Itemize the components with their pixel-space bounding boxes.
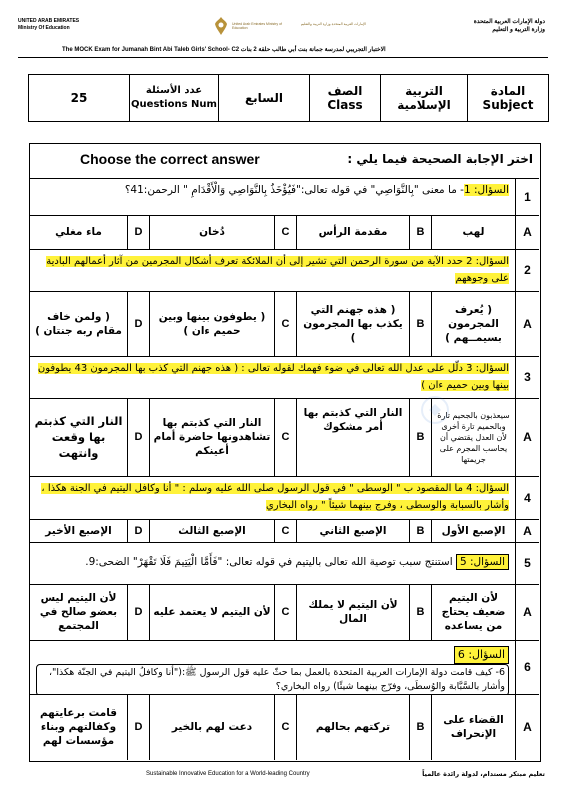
answers-row-4 [30, 519, 539, 543]
option-label-c: C [275, 215, 297, 249]
header-uae-ar: دولة الإمارات العربية المتحدة [473, 19, 545, 25]
option-label-a: A [523, 605, 532, 619]
option-d-1[interactable]: ماء مغلي [30, 215, 128, 249]
option-label-c: C [275, 694, 297, 760]
option-c-1[interactable]: دُخان [150, 215, 275, 249]
question-number-4: 4 [524, 490, 531, 505]
answers-row-3 [30, 398, 539, 477]
exam-info-table [28, 74, 549, 122]
question-label-5: السؤال: 5 [456, 554, 509, 570]
footer-slogan-ar: تعليم مبتكر مستدام، لدولة رائدة عالمياً [422, 770, 545, 778]
question-text-3 [30, 356, 516, 398]
question-number-5: 5 [524, 556, 531, 570]
subject-value [381, 75, 468, 122]
option-b-5[interactable]: لأن اليتيم لا يملك المال [297, 584, 410, 640]
question-number-6: 6 [524, 660, 531, 674]
header-divider [18, 57, 548, 58]
option-a-2[interactable]: ( يُعرف المجرمون بسيمــهم ) [432, 291, 516, 356]
option-b-2[interactable]: ( هذه جهنم التي يكذب بها المجرمون ) [297, 291, 410, 356]
option-label-a: A [523, 225, 532, 239]
subject-label-en: Subject [482, 98, 534, 112]
questions-count-label-ar: عدد الأسئلة [145, 85, 203, 96]
question-label-1: السؤال: 1 [463, 184, 509, 196]
option-label-c: C [275, 519, 297, 542]
questions-count-value: 25 [29, 75, 130, 122]
question-body-5: استنتج سبب توصية الله تعالى باليتيم في قوله تعالى: "فَأَمَّا الْيَتِيمَ فَلَا تَقْهَرْ" الضحى:9. [85, 556, 453, 568]
option-label-a: A [523, 720, 532, 734]
option-c-5[interactable]: لأن اليتيم لا يعتمد عليه [150, 584, 275, 640]
option-label-c: C [275, 398, 297, 476]
watermark-icon [420, 395, 450, 425]
questions-count-label [130, 75, 219, 122]
header-moe-ar: وزارة التربية و التعليم [492, 27, 545, 33]
class-label [310, 75, 381, 122]
option-c-6[interactable]: دعت لهم بالخير [150, 694, 275, 760]
question-number-2: 2 [524, 263, 531, 277]
question-number-3: 3 [524, 370, 531, 384]
instructions-ar: اختر الإجابة الصحيحة فيما يلي : [347, 152, 533, 166]
option-d-5[interactable]: لأن اليتيم ليس بعضو صالح في المجتمع [30, 584, 128, 640]
question-text-1 [30, 178, 516, 215]
question-row-6 [30, 640, 539, 695]
question-row-1 [30, 178, 539, 216]
question-body-2: السؤال: 2 حدد الآية من سورة الرحمن التي تشير إلى أن الملائكة تعرف أشكال المجرمين من آثار أعمالهم البادية على وجوههم [46, 256, 509, 284]
question-text-6 [30, 640, 516, 694]
option-label-d: D [128, 398, 150, 476]
option-label-d: D [128, 584, 150, 640]
option-label-d: D [128, 291, 150, 356]
option-b-6[interactable]: تركتهم بحالهم [297, 694, 410, 760]
class-label-en: Class [327, 98, 363, 112]
option-label-d: D [128, 215, 150, 249]
subject-value-line2: الإسلامية [397, 98, 451, 112]
class-label-ar: الصف [327, 84, 363, 98]
option-label-a: A [523, 523, 532, 538]
header-right [474, 18, 545, 34]
question-number-1: 1 [524, 189, 531, 204]
option-a-4[interactable]: الإصبع الأول [432, 519, 516, 542]
instructions-row [30, 144, 539, 179]
question-row-4 [30, 476, 539, 520]
option-label-b: B [410, 398, 432, 476]
subject-label-ar: المادة [490, 84, 526, 98]
option-b-3[interactable]: النار التي كذبتم بها أمر مشكوك [297, 398, 410, 476]
subject-value-line1: التربية [405, 84, 443, 98]
question-label-6: السؤال: 6 [454, 646, 509, 664]
option-d-3[interactable]: النار التي كذبتم بها وقعت وانتهت [30, 398, 128, 476]
option-label-b: B [410, 291, 432, 356]
question-body-6: 6- كيف قامت دولة الإمارات العربية المتحدة بالعمل بما حثّ عليه قول الرسول ﷺ:("أنا وكافلُ اليتيم في الجنّة هكذا"، وأشار بالسَّبَّابة والوُسطَى، وفرّج بينهما شيئًا) رواه البخاري؟ [36, 664, 509, 694]
answers-row-6 [30, 694, 539, 760]
option-label-c: C [275, 291, 297, 356]
question-body-1: - ما معنى "بِالنَّوَاصِي" في قوله تعالى:"فَيُؤْخَذُ بِالنَّوَاصِي وَالْأَقْدَامِ " الرحمن:41؟ [124, 184, 464, 196]
option-d-6[interactable]: قامت برعايتهم وكفالتهم وبناء مؤسسات لهم [30, 694, 128, 760]
option-label-d: D [128, 694, 150, 760]
option-a-1[interactable]: لهب [432, 215, 516, 249]
question-row-5 [30, 542, 539, 585]
answers-row-5 [30, 584, 539, 641]
question-text-4 [30, 476, 516, 519]
option-label-b: B [410, 215, 432, 249]
option-label-b: B [410, 519, 432, 542]
emblem-caption-en: United Arab Emirates Ministry of Education [232, 22, 282, 30]
question-text-2 [30, 249, 516, 291]
questions-count-label-en: Questions Num [131, 99, 217, 110]
instructions-en: Choose the correct answer [80, 151, 260, 167]
question-text-5 [30, 542, 516, 584]
option-label-a: A [523, 430, 532, 444]
option-a-6[interactable]: القضاء على الإنحراف [432, 694, 516, 760]
option-c-2[interactable]: ( يطوفون بينها وبين حميم ءان ) [150, 291, 275, 356]
option-b-1[interactable]: مقدمة الرأس [297, 215, 410, 249]
uae-emblem-icon [214, 16, 228, 36]
answers-row-2 [30, 291, 539, 357]
option-label-d: D [128, 519, 150, 542]
question-row-3 [30, 356, 539, 399]
questions-grid [29, 143, 541, 762]
option-c-3[interactable]: النار التي كذبتم بها تشاهدونها حاضرة أمام أعينكم [150, 398, 275, 476]
option-c-4[interactable]: الإصبع الثالث [150, 519, 275, 542]
header-moe-en: Ministry Of Education [18, 25, 70, 31]
option-b-4[interactable]: الإصبع الثاني [297, 519, 410, 542]
question-row-2 [30, 249, 539, 292]
answers-row-1 [30, 215, 539, 250]
emblem-caption-ar: الإمارات العربية المتحدة وزارة التربية والتعليم [300, 22, 366, 26]
option-label-c: C [275, 584, 297, 640]
option-a-3[interactable]: سيعذبون بالجحيم تارة وبالحميم تارة أخرى لأن العدل يقتضي أن يحاسب المجرم على جريمتها [432, 398, 516, 476]
question-body-3: السؤال: 3 دلّل على عدل الله تعالى في ضوء فهمك لقوله تعالى : ( هذه جهنم التي كذب بها المجرمون 43 يطوفون بينها وبين حميم ءان ) [37, 363, 509, 391]
option-label-a: A [523, 316, 532, 331]
option-label-b: B [410, 584, 432, 640]
header-uae-en: UNITED ARAB EMIRATES [18, 18, 80, 24]
option-label-b: B [410, 694, 432, 760]
header-left [18, 18, 79, 32]
option-d-2[interactable]: ( ولمن خاف مقام ربه جنتان ) [30, 291, 128, 356]
question-body-4: السؤال: 4 ما المقصود ب " الوسطى " في قول الرسول صلى الله عليه وسلم : " أنا وكافل اليتيم في الجنة هكذا ، وأشار بالسبابة والوسطى ، وفرج بينهما شيئاً " رواه البخاري [41, 483, 509, 511]
subject-label [468, 75, 549, 122]
class-value: السابع [219, 75, 310, 122]
option-d-4[interactable]: الإصبع الأخير [30, 519, 128, 542]
exam-title: The MOCK Exam for Jumanah Bint Abi Taleb Girls' School- C2 الاختبار التجريبي لمدرسة جمانة بنت أبي طالب حلقة 2 بنات [62, 47, 386, 53]
footer-slogan-en: Sustainable Innovative Education for a World-leading Country [146, 771, 310, 777]
option-a-5[interactable]: لأن اليتيم ضعيف يحتاج من يساعده [432, 584, 516, 640]
